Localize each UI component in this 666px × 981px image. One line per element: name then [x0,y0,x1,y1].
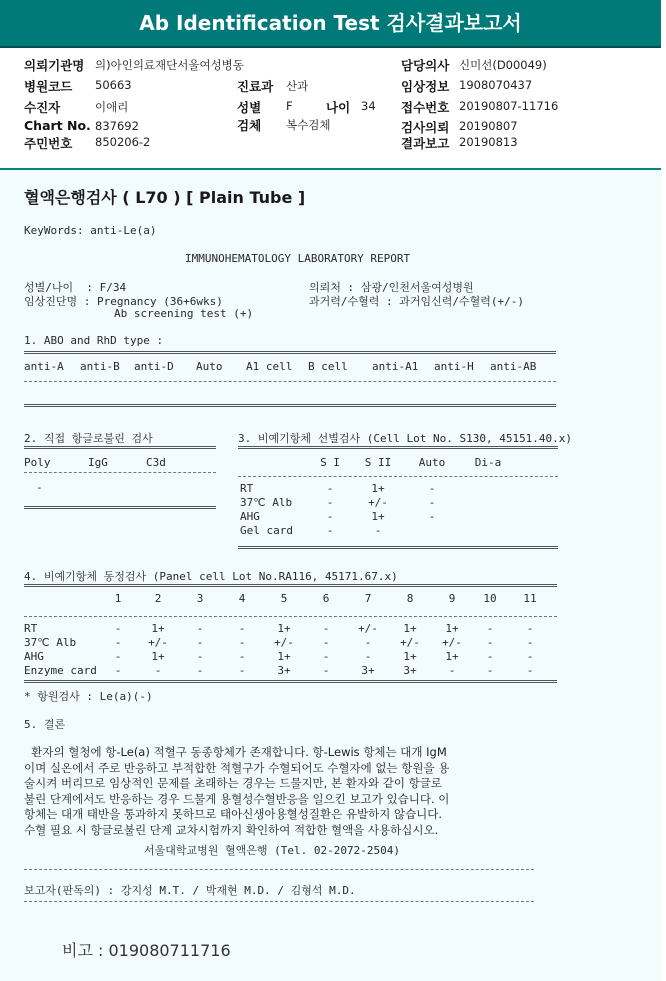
specimen-value: 복수검체 [286,118,331,132]
divider [238,476,558,477]
section-1-title: 1. ABO and RhD type : [24,334,164,347]
history-line: 과거력/수혈력 : 과거임신력/수혈력(+/-) [309,295,524,308]
screening-cell: - [326,482,334,495]
screening-cell: 1+ [371,482,385,495]
abo-column-header: anti-H [434,360,474,373]
panel-cell: - [238,650,246,663]
screening-cell: +/- [368,496,388,509]
conclusion-line: 수혈 필요 시 항글로불린 단계 교차시험까지 확인하여 적합한 혈액을 사용하십시오. [24,822,439,837]
panel-cell: - [196,636,204,649]
screening-column-header: S I [320,456,340,469]
report-banner-title: Ab Identification Test 검사결과보고서 [0,0,661,48]
lab-title: IMMUNOHEMATOLOGY LABORATORY REPORT [185,252,411,265]
conclusion-line: 항체는 대개 태반을 통과하지 못하므로 태아신생아용혈성질환은 유발하지 않습니다. [24,807,443,821]
conclusion-line: 불린 단계에서도 반응하는 경우 드물게 용혈성수혈반응을 일으킨 보고가 있습니다. 이 [24,791,450,806]
panel-cell: +/- [148,636,168,649]
referrer-line: 의뢰처 : 삼광/인천서울여성병원 [309,281,474,294]
panel-column-header: 11 [523,592,537,605]
panel-column-header: 5 [280,592,288,605]
panel-cell: - [526,636,534,649]
abo-column-header: anti-A [24,360,64,373]
screening-column-header: S II [364,456,392,469]
panel-cell: - [448,664,456,677]
screening-cell: 1+ [371,510,385,523]
sex-value: F [286,99,293,113]
panel-cell: - [322,622,330,635]
screening-cell: - [428,510,436,523]
doctor-value: 신미선(D00049) [459,58,547,72]
panel-row-label: RT [24,622,38,635]
report-header [0,48,666,168]
panel-cell: - [526,622,534,635]
panel-column-header: 9 [448,592,456,605]
age-label: 나이 [326,100,351,115]
divider [24,472,216,473]
age-value: 34 [361,99,376,113]
panel-cell: - [114,622,122,635]
section-5-title: 5. 결론 [24,718,66,731]
panel-cell: - [322,636,330,649]
keywords: KeyWords: anti-Le(a) [24,224,157,237]
patient-value: 이애리 [95,100,129,114]
panel-cell: 3+ [361,664,375,677]
panel-cell: - [486,650,494,663]
report-body [0,168,661,981]
patient-label: 수진자 [24,100,61,115]
clinical-value: 1908070437 [459,78,533,92]
dat-column-header: IgG [88,456,108,469]
panel-column-header: 2 [154,592,162,605]
panel-cell: 1+ [403,650,417,663]
panel-row-label: 37℃ Alb [24,636,77,649]
sex-label: 성별 [237,100,262,115]
panel-cell: 1+ [445,650,459,663]
panel-column-header: 4 [238,592,246,605]
antigen-test-line: * 항원검사 : Le(a)(-) [24,690,153,703]
panel-cell: 1+ [277,622,291,635]
abo-column-header: B cell [308,360,348,373]
hospital-code-label: 병원코드 [24,79,73,94]
panel-cell: - [364,650,372,663]
hospital-contact: 서울대학교병원 혈액은행 (Tel. 02-2072-2504) [144,844,400,857]
conclusion-line: 이며 실온에서 주로 반응하고 부적합한 적혈구가 수혈되어도 수혈자에 없는 항원을 용 [24,760,450,775]
diagnosis-line-2: Ab screening test (+) [114,307,254,320]
sex-age-line: 성별/나이 : F/34 [24,281,127,294]
divider [24,869,534,870]
divider [24,680,557,683]
divider [24,446,216,449]
panel-column-header: 1 [114,592,122,605]
dat-column-header: C3d [146,456,166,469]
panel-row-label: AHG [24,650,44,663]
panel-cell: 3+ [403,664,417,677]
divider [238,546,558,549]
conclusion-line: 환자의 혈청에 항-Le(a) 적혈구 동종항체가 존재합니다. 항-Lewis 항체는 대개 IgM [24,745,447,759]
abo-column-header: anti-AB [490,360,537,373]
panel-cell: - [364,636,372,649]
request-value: 20190807 [459,119,518,133]
abo-column-header: Auto [196,360,223,373]
screening-cell: - [428,496,436,509]
panel-cell: - [196,622,204,635]
panel-cell: +/- [400,636,420,649]
hospital-code-value: 50663 [95,78,132,92]
panel-cell: - [114,636,122,649]
panel-cell: +/- [274,636,294,649]
panel-cell: - [486,622,494,635]
rrn-value: 850206-2 [95,135,151,149]
screening-row-label: RT [240,482,254,495]
divider [24,901,534,902]
panel-column-header: 6 [322,592,330,605]
panel-cell: - [486,636,494,649]
abo-column-header: A1 cell [246,360,293,373]
panel-cell: - [114,650,122,663]
panel-cell: - [154,664,162,677]
divider [24,616,557,617]
receipt-label: 접수번호 [401,100,450,115]
panel-column-header: 8 [406,592,414,605]
screening-column-header: Auto [418,456,446,469]
abo-column-header: anti-D [134,360,174,373]
screening-row-label: Gel card [240,524,293,537]
remark-line: 비고 : 019080711716 [62,941,231,960]
dept-value: 산과 [286,79,309,93]
divider [24,584,557,587]
panel-cell: - [238,636,246,649]
panel-row-label: Enzyme card [24,664,97,677]
panel-column-header: 3 [196,592,204,605]
report-title: 혈액은행검사 ( L70 ) [ Plain Tube ] [24,188,306,207]
abo-column-header: anti-A1 [372,360,419,373]
institution-value: 의)아인의료재단서울여성병동 [95,58,244,72]
screening-cell: - [374,524,382,537]
section-3-title: 3. 비예기항체 선별검사 (Cell Lot No. S130, 45151.40.x) [238,432,573,445]
section-2-title: 2. 직접 항글로불린 검사 [24,432,153,445]
panel-cell: - [322,664,330,677]
panel-cell: +/- [358,622,378,635]
dept-label: 진료과 [237,79,274,94]
screening-cell: - [428,482,436,495]
abo-column-header: anti-B [80,360,120,373]
institution-label: 의뢰기관명 [24,58,85,73]
conclusion-line: 술시켜 버리므로 임상적인 문제를 초래하는 경우는 드물지만, 본 환자와 같이 항글로 [24,776,442,790]
divider [24,351,556,354]
panel-cell: - [238,622,246,635]
panel-cell: - [526,664,534,677]
divider [24,381,556,382]
panel-cell: +/- [442,636,462,649]
doctor-label: 담당의사 [401,58,450,73]
panel-column-header: 7 [364,592,372,605]
panel-cell: 1+ [403,622,417,635]
panel-cell: - [526,650,534,663]
diagnosis-line: 임상진단명 : Pregnancy (36+6wks) [24,295,223,308]
report-date-label: 결과보고 [401,136,450,151]
screening-cell: - [326,524,334,537]
screening-row-label: 37℃ Alb [240,496,293,509]
clinical-label: 임상정보 [401,79,450,94]
panel-cell: - [322,650,330,663]
screening-cell: - [326,496,334,509]
panel-cell: 1+ [151,650,165,663]
divider [24,404,556,407]
report-date-value: 20190813 [459,135,518,149]
panel-cell: - [196,664,204,677]
divider [238,446,558,449]
request-label: 검사의뢰 [401,120,450,135]
panel-cell: - [114,664,122,677]
panel-cell: - [486,664,494,677]
chart-label: Chart No. [24,118,91,133]
receipt-value: 20190807-11716 [459,99,559,113]
specimen-label: 검체 [237,118,262,133]
screening-row-label: AHG [240,510,260,523]
chart-value: 837692 [95,119,139,133]
divider [24,506,216,509]
section-4-title: 4. 비예기항체 동정검사 (Panel cell Lot No.RA116, 45171.67.x) [24,570,398,583]
dat-value: - [36,481,43,494]
reporters-line: 보고자(판독의) : 강지성 M.T. / 박재현 M.D. / 김형석 M.D. [24,884,356,897]
panel-cell: - [196,650,204,663]
screening-cell: - [326,510,334,523]
panel-cell: 3+ [277,664,291,677]
panel-cell: 1+ [277,650,291,663]
dat-column-header: Poly [24,456,51,469]
rrn-label: 주민번호 [24,136,73,151]
screening-column-header: Di-a [474,456,502,469]
panel-column-header: 10 [483,592,497,605]
panel-cell: 1+ [445,622,459,635]
panel-cell: - [238,664,246,677]
panel-cell: 1+ [151,622,165,635]
